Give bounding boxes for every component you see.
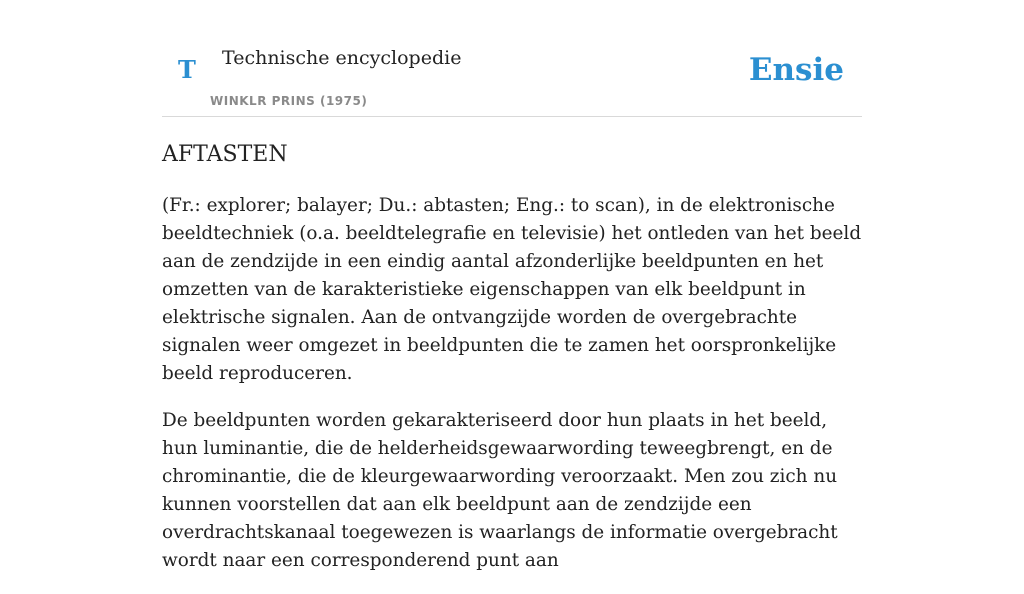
entry-body — [162, 192, 862, 594]
book-subtitle: WINKLR PRINS (1975) — [210, 94, 368, 108]
book-header — [162, 0, 862, 117]
ensie-logo-link[interactable]: Ensie — [748, 52, 844, 88]
entry-paragraph: (Fr.: explorer; balayer; Du.: abtasten; Eng.: to scan), in de elektronische beeldtechniek (o.a. beeldtelegrafie en televisie) het ontleden van het beeld aan de zendzijde in een eindig aantal afzonderlijke beeldpunten en het omzetten van de karakteristieke eigenschappen van elk beeldpunt in elektrische signalen. Aan de ontvangzijde worden de overgebrachte signalen weer omgezet in beeldpunten die te zamen het oorspronkelijke beeld reproduceren. — [162, 195, 862, 384]
entry-title: AFTASTEN — [162, 142, 288, 167]
book-logo-icon[interactable]: T — [178, 55, 196, 84]
book-title[interactable]: Technische encyclopedie — [222, 47, 462, 69]
entry-paragraph: De beeldpunten worden gekarakteriseerd door hun plaats in het beeld, hun luminantie, die de helderheidsgewaarwording teweegbrengt, en de chrominantie, die de kleurgewaarwording veroorzaakt. Men zou zich nu kunnen voorstellen dat aan elk beeldpunt aan de zendzijde een overdrachtskanaal toegewezen is waarlangs de informatie overgebracht wordt naar een corresponderend punt aan — [162, 410, 838, 571]
